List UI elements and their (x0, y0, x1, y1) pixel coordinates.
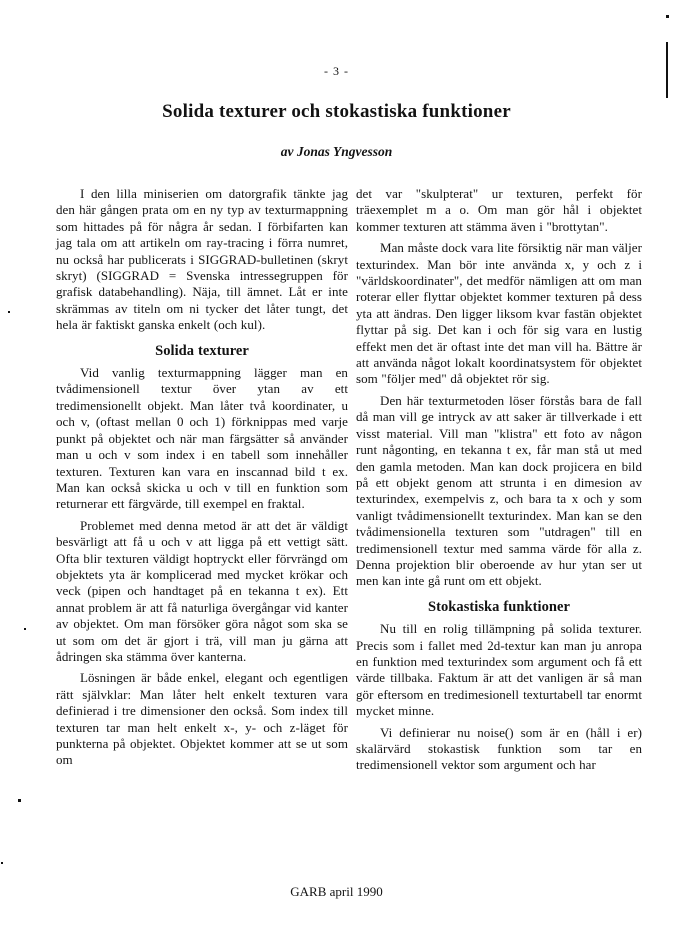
left-column (56, 186, 348, 774)
article-byline: av Jonas Yngvesson (280, 144, 393, 159)
section-heading-solida-texturer: Solida texturer (155, 342, 249, 359)
paragraph-stochastic-intro: Nu till en rolig tillämpning på solida texturer. Precis som i fallet med 2d-textur kan man ju anropa en funktion med texturindex som argument och få ett värde tillbaka. Faktum är att det vanligen är så man gör eftersom en tredimesionell texturtabell tar enormt mycket minne. (356, 621, 642, 719)
scan-artifact-speck (18, 799, 21, 802)
paragraph-texture-mapping: Vid vanlig texturmappning lägger man en tvådimensionell textur över ytan av ett tredimensionellt objekt. Man låter två koordinater, u och v, (oftast mellan 0 och 1) förknippas med varje punkt på objektet och när man färgsätter så använder man u och v som index i en tabell som innehåller texturen. Texturen kan vara en inscannad bild t ex. Man kan också skicka u och v till en funktion som returnerar ett färgvärde, till exempel en fraktal. (56, 365, 348, 512)
paragraph-noise-definition: Vi definierar nu noise() som är en (håll i er) skalärvärd stokastisk funktion som tar en tredimensionell vektor som argument och har (356, 724, 642, 773)
article-title: Solida texturer och stokastiska funktioner (162, 101, 511, 122)
section-heading-stokastiska-funktioner: Stokastiska funktioner (427, 598, 570, 615)
paragraph-projection: Den här texturmetoden löser förstås bara de fall då man vill ge intryck av att saker är tillverkade i ett visst material. Vill man "klistra" ett foto av någon runt någonting, en tekanna t ex, får man stå ut med den gamla metoden. Man kan dock projicera en bild på ett objekt genom att strunta i en dimesion av texturindex, exempelvis z, och bara ta x och y som vanligt tvådimensionellt texturindex. Man kan se den tvådimensionella texturen som "utdragen" till en tredimensionell textur med samma värde för alla z. Denna projektion blir oberoende av hur ytan ser ut men kan inte gå runt om ett objekt. (356, 392, 642, 589)
paragraph-intro: I den lilla miniserien om datorgrafik tänkte jag den här gången prata om en ny typ av texturmappning som hittades på för några år sedan. I förbifarten kan jag tala om att artikeln om ray-tracing i förra numret, nu också har publicerats i SIGGRAD-bulletinen (skryt skryt) (SIGGRAD = Svenska intressegruppen för grafisk databehandling). Näja, till ämnet. Låt er inte skrämmas av titeln om ni tycker det låter tungt, det hela är faktiskt ganska enkelt (och kul). (56, 186, 348, 333)
page-footer: GARB april 1990 (290, 884, 383, 899)
scan-artifact-speck (8, 311, 10, 313)
paragraph-problems: Problemet med denna metod är att det är väldigt besvärligt att få u och v att ligga på ett vettigt sätt. Ofta blir texturen väldigt hoptryckt eller förvrängd om objektets yta är komplicerad med mycket krökar och veck (pipen och handtaget på en tekanna t ex). Ett annat problem är att få naturliga övergångar vid kanter av objektet. Om man försöker göra något som ska se ut som om det är gjort i trä, vill man ju gärna att ådringen ska stämma över kanterna. (56, 517, 348, 664)
paragraph-continuation: det var "skulpterat" ur texturen, perfekt för träexemplet m a o. Om man gör hål i objektet kommer texturen att stämma även i "brottytan". (356, 186, 642, 234)
scan-artifact-speck (24, 628, 26, 630)
scan-artifact-speck (1, 862, 3, 864)
scan-artifact-speck (666, 15, 669, 18)
paragraph-solution: Lösningen är både enkel, elegant och egentligen rätt självklar: Man låter helt enkelt texturen vara definierad i tre dimensioner den också. Som index till texturen tar man helt enkelt x-, y- och z-läget för punkterna på objektet. Objektet kommer att se ut som om (56, 670, 348, 768)
paragraph-texture-index: Man måste dock vara lite försiktig när man väljer texturindex. Man bör inte använda x, y och z i "världskoordinater", det medför nämligen att om man roterar eller flyttar objektet kommer texturen på dess yta att ändras. Den ligger liksom kvar fastän objektet flyttar på sig. Det kan i och för sig vara en lustig effekt men det är oftast inte det man vill ha. Bättre är att använda något lokalt koordinatsystem för objektet som "följer med" då objektet rör sig. (356, 240, 642, 387)
page-number: - 3 - (324, 64, 349, 78)
right-column (356, 186, 642, 779)
